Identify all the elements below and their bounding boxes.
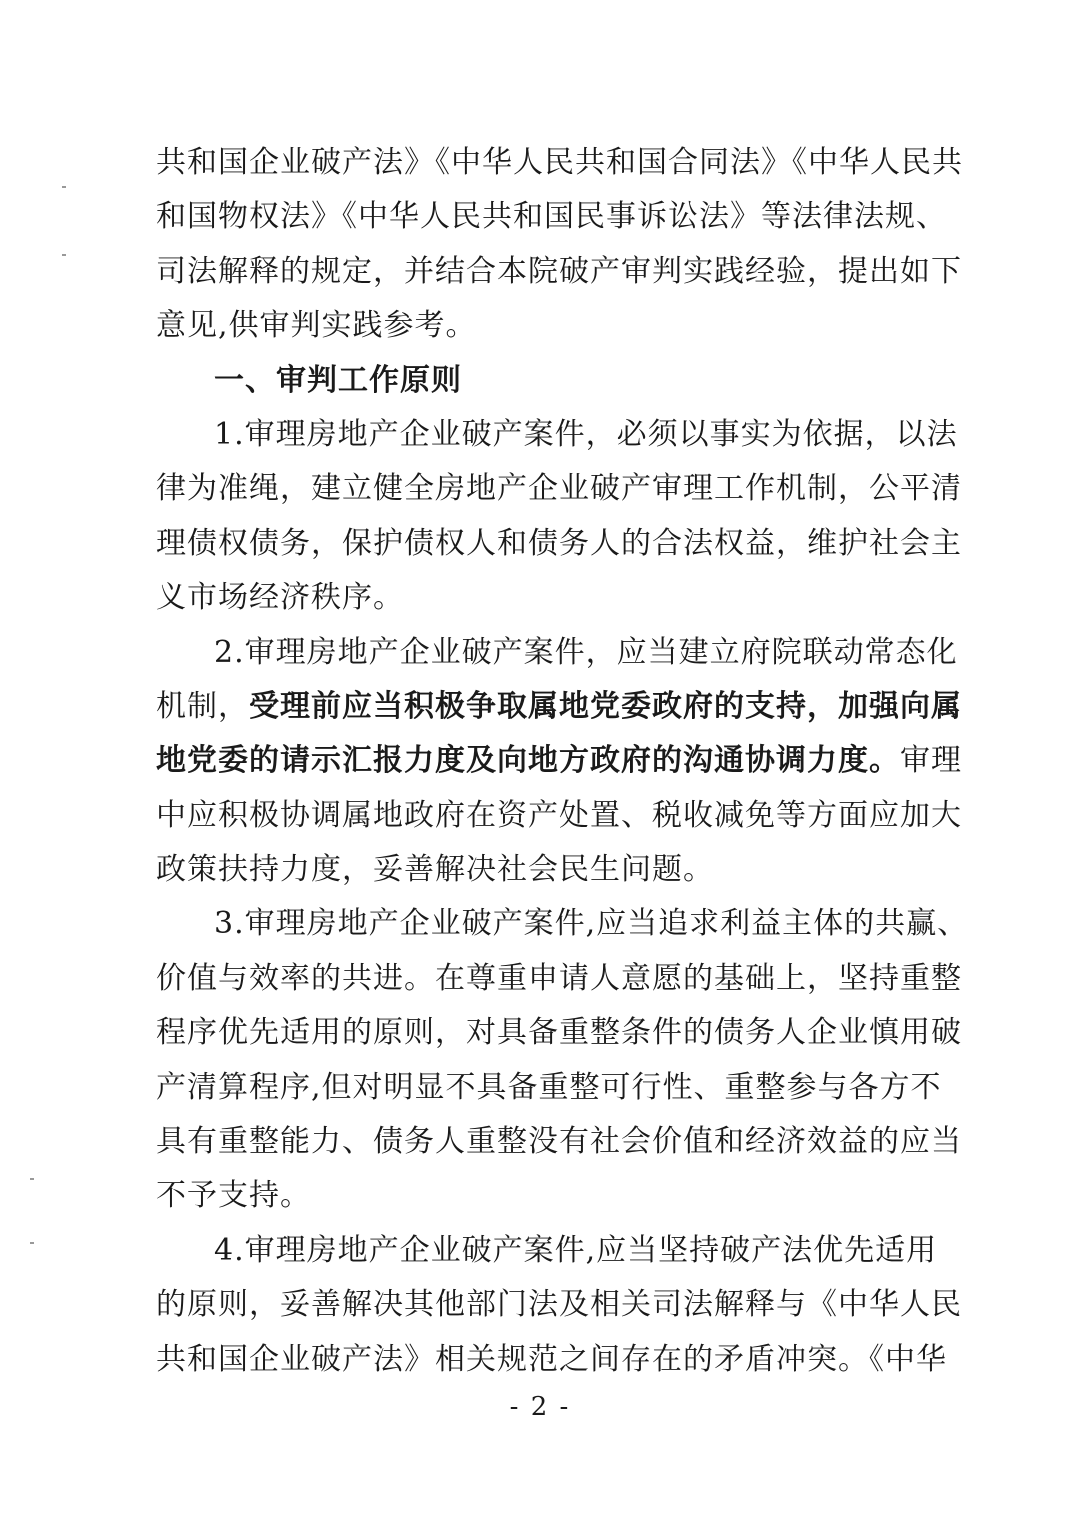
text-line: 义市场经济秩序。 — [156, 580, 404, 616]
text-line: 价值与效率的共进。在尊重申请人意愿的基础上，坚持重整 — [156, 960, 962, 996]
scan-speck — [62, 254, 66, 256]
text-line — [156, 680, 962, 734]
bold-text-segment: 受理前应当积极争取属地党委政府的支持，加强向属 — [249, 688, 962, 724]
text-line — [156, 734, 962, 788]
text-line: 4.审理房地产企业破产案件,应当坚持破产法优先适用 — [214, 1232, 938, 1268]
text-segment: 机制， — [156, 688, 249, 724]
text-line: 意见,供审判实践参考。 — [156, 308, 477, 344]
scan-speck — [30, 1242, 34, 1244]
text-line: 的原则，妥善解决其他部门法及相关司法解释与《中华人民 — [156, 1287, 962, 1323]
text-line: 2.审理房地产企业破产案件，应当建立府院联动常态化 — [214, 634, 958, 670]
text-line: 程序优先适用的原则，对具备重整条件的债务人企业慎用破 — [156, 1015, 962, 1051]
text-line: 和国物权法》《中华人民共和国民事诉讼法》等法律法规、 — [156, 199, 947, 235]
page-number: - 2 - — [509, 1392, 571, 1422]
text-line: 律为准绳，建立健全房地产企业破产审理工作机制，公平清 — [156, 471, 962, 507]
section-heading: 一、审判工作原则 — [214, 362, 462, 398]
text-segment: 审理 — [900, 743, 962, 779]
text-line: 共和国企业破产法》《中华人民共和国合同法》《中华人民共 — [156, 145, 963, 180]
text-line: 不予支持。 — [156, 1178, 311, 1214]
text-line: 理债权债务，保护债权人和债务人的合法权益，维护社会主 — [156, 525, 962, 561]
body-text — [156, 136, 969, 1387]
text-line: 具有重整能力、债务人重整没有社会价值和经济效益的应当 — [156, 1124, 962, 1160]
text-line: 1.审理房地产企业破产案件，必须以事实为依据，以法 — [214, 416, 958, 452]
text-line: 3.审理房地产企业破产案件,应当追求利益主体的共赢、 — [214, 906, 969, 942]
text-line: 共和国企业破产法》相关规范之间存在的矛盾冲突。《中华 — [156, 1341, 947, 1377]
text-line: 中应积极协调属地政府在资产处置、税收减免等方面应加大 — [156, 797, 962, 833]
text-line: 政策扶持力度，妥善解决社会民生问题。 — [156, 852, 714, 888]
text-line: 产清算程序,但对明显不具备重整可行性、重整参与各方不 — [156, 1069, 942, 1105]
scan-speck — [62, 186, 66, 188]
scan-speck — [30, 1178, 34, 1180]
bold-text-segment: 地党委的请示汇报力度及向地方政府的沟通协调力度。 — [156, 743, 900, 779]
text-line: 司法解释的规定，并结合本院破产审判实践经验，提出如下 — [156, 253, 962, 289]
